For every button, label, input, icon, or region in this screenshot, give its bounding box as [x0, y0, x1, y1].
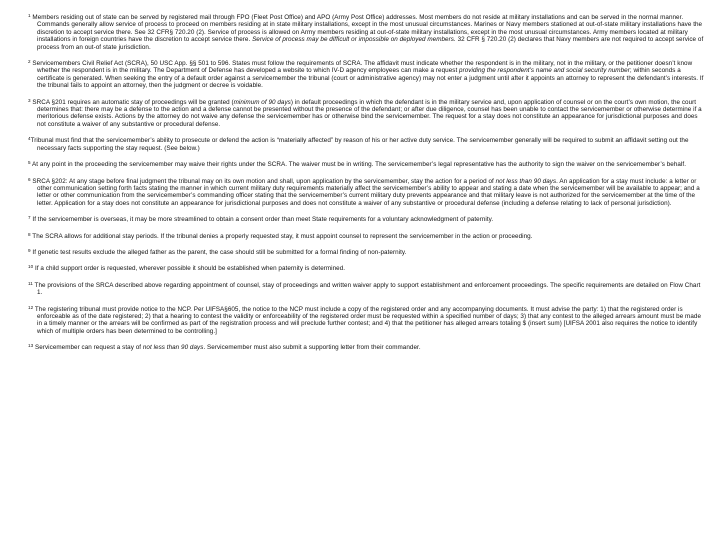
footnote-6 — [28, 178, 704, 208]
footnote-text: Tribunal must find that the servicemember’s ability to prosecute or defend the action is “materially affected” by reason of his or her active duty service. The servicemember generally will be required to submit an affidavit setting out the necessary facts supporting the stay request. (See below.) — [30, 137, 691, 152]
footnote-text: Servicemember can request a stay of — [33, 344, 143, 352]
footnote-3 — [28, 99, 704, 129]
emphasized-text: Service of process may be difficult or impossible on deployed members. — [252, 36, 456, 44]
footnote-13 — [28, 344, 704, 351]
footnote-text: 32 CFR § 720.20 (2) declares that Navy members are not required to accept service of process from an out-of state jurisdiction. — [37, 36, 706, 51]
footnote-number: 12 — [28, 304, 34, 310]
footnote-text: If the servicemember is overseas, it may be more streamlined to obtain a consent order than meet State requirements for a voluntary acknowledgment of paternity. — [30, 216, 494, 224]
footnote-text: . An application for a stay must include: a letter or other communication setting forth facts stating the manner in which current military duty requirements materially affect the servicemember’s ability to appear and stating a date when the servicemember will be available to appear; and a letter or other communication from the servicemember’s commanding officer stating that the servicemember’s current military duty prevents appearance and that military leave is not authorized for the servicemember at the time of the letter. Application for a stay does not constitute an appearance for jurisdictional purposes and does not constitute a waiver of any substantive or procedural defense (including a defense relating to lack of personal jurisdiction). — [37, 177, 702, 207]
footnote-text: If genetic test results exclude the alleged father as the parent, the case should still be submitted for a formal finding of non-paternity. — [30, 248, 407, 256]
footnote-8 — [28, 233, 704, 240]
footnote-number: 1 — [28, 13, 31, 18]
footnote-number: 13 — [28, 343, 34, 349]
footnote-text: Servicemembers Civil Relief Act (SCRA), 50 USC App. §§ 501 to 596. States must follow the requirements of SCRA. The affidavit must indicate whether the respondent is in the military, not in the military, or the petitioner doesn’t know whether the respondent is in the military. The Department of Defense has developed a website to which IV-D agency employees can make a request — [30, 60, 694, 75]
footnote-9 — [28, 249, 704, 256]
footnote-number: 3 — [28, 97, 31, 103]
footnote-number: 7 — [28, 215, 31, 221]
footnote-7 — [28, 216, 704, 223]
footnote-number: 5 — [28, 160, 31, 166]
footnote-text: The registering tribunal must provide notice to the NCP. Per UIFSA§605, the notice to the NCP must include a copy of the registered order and any accompanying documents. It must advise the party: 1) that the registered order is enforceable as of the date registered; 2) that a hearing to contest the validity or enforceability of the registered order must be requested within a specified number of days; 3) that any contest to the alleged arrears amount must be made in a timely manner or the arrears will be confirmed as part of the registration process and will preclude further contest; and 4) that the petitioner has alleged arrears totaling $ (insert sum) [UIFSA 2001 also requires the notice to identify which of multiple orders has been determined to be controlling.] — [33, 305, 703, 335]
footnote-text: The SCRA allows for additional stay periods. If the tribunal denies a properly requested stay, it must appoint counsel to represent the servicemember in the action or proceeding. — [30, 232, 533, 240]
footnote-text: ; within seconds a certificate is generated. When seeking the entry of a default order against a servicemember the tribunal (court or administrative agency) may not enter a judgment until after it appoints an attorney to represent the defendant’s interests. If the tribunal fails to appoint an attorney, then the judgment or decree is voidable. — [37, 67, 706, 90]
footnote-number: 6 — [28, 176, 31, 182]
footnote-text: If a child support order is requested, wherever possible it should be established when paternity is determined. — [33, 265, 346, 273]
footnote-text: SRCA §202: At any stage before final judgment the tribunal may on its own motion and shall, upon application by the servicemember, stay the action for a period of — [30, 177, 496, 185]
footnote-number: 9 — [28, 247, 31, 253]
emphasized-text: not less than 90 days — [142, 344, 204, 352]
footnote-number: 8 — [28, 231, 31, 237]
footnote-5 — [28, 161, 704, 168]
emphasized-text: providing the respondent’s name and social security number — [459, 67, 630, 75]
footnote-text: . Servicemember must also submit a supporting letter from their commander. — [203, 344, 421, 352]
footnote-number: 11 — [28, 280, 33, 286]
footnote-1 — [28, 14, 704, 51]
footnote-text: The provisions of the SRCA described above regarding appointment of counsel, stay of proceedings and written waiver apply to support establishment and enforcement proceedings. The specific requirements are detailed on Flow Chart 1. — [32, 281, 703, 297]
footnote-11 — [28, 282, 704, 297]
footnote-4 — [28, 137, 704, 152]
footnote-2 — [28, 60, 704, 90]
footnote-text: Members residing out of state can be served by registered mail through FPO (Fleet Post Office) and APO (Army Post Office) addresses. Most members do not reside at military installations and can be served in the normal manner. Commands generally allow service of process to proceed on members residing at in state military installations, except in the most unusual circumstances. Marines or Navy members stationed at out-of-state military installations have the discretion to accept service there. See 32 CFR§ 720.20 (2). Service of process is allowed on Army members residing at out-of-state military installations, except in the most unusual circumstances. Army members located at military installations in foreign countries have the discretion to accept service there. — [30, 14, 704, 44]
footnote-number: 4 — [28, 136, 31, 142]
emphasized-text: minimum of 90 days — [233, 98, 291, 106]
footnote-text: SRCA §201 requires an automatic stay of proceedings will be granted ( — [30, 98, 234, 106]
footnote-number: 10 — [28, 264, 34, 270]
footnote-12 — [28, 306, 704, 336]
footnote-text: At any point in the proceeding the servicemember may waive their rights under the SCRA. The waiver must be in writing. The servicemember’s legal representative has the authority to sign the waiver on the servicemember’s behalf. — [30, 161, 687, 169]
footnote-text: ) in default proceedings in which the defendant is in the military service and, upon application of counsel or on the court’s own motion, the court determines that: there may be a defense to the action and a defense cannot be presented without the presence of the defendant; or after due diligence, counsel has been unable to contact the servicemember or otherwise determine if a meritorious defense exists. Actions by the attorney do not waive any defense the servicemember has or otherwise bind the servicemember. The request for a stay does not constitute an appearance for jurisdictional purposes and does not constitute a waiver of any substantive or procedural defense. — [37, 98, 704, 128]
emphasized-text: not less than 90 days — [495, 177, 557, 185]
footnote-number: 2 — [28, 59, 31, 65]
footnote-10 — [28, 265, 704, 272]
